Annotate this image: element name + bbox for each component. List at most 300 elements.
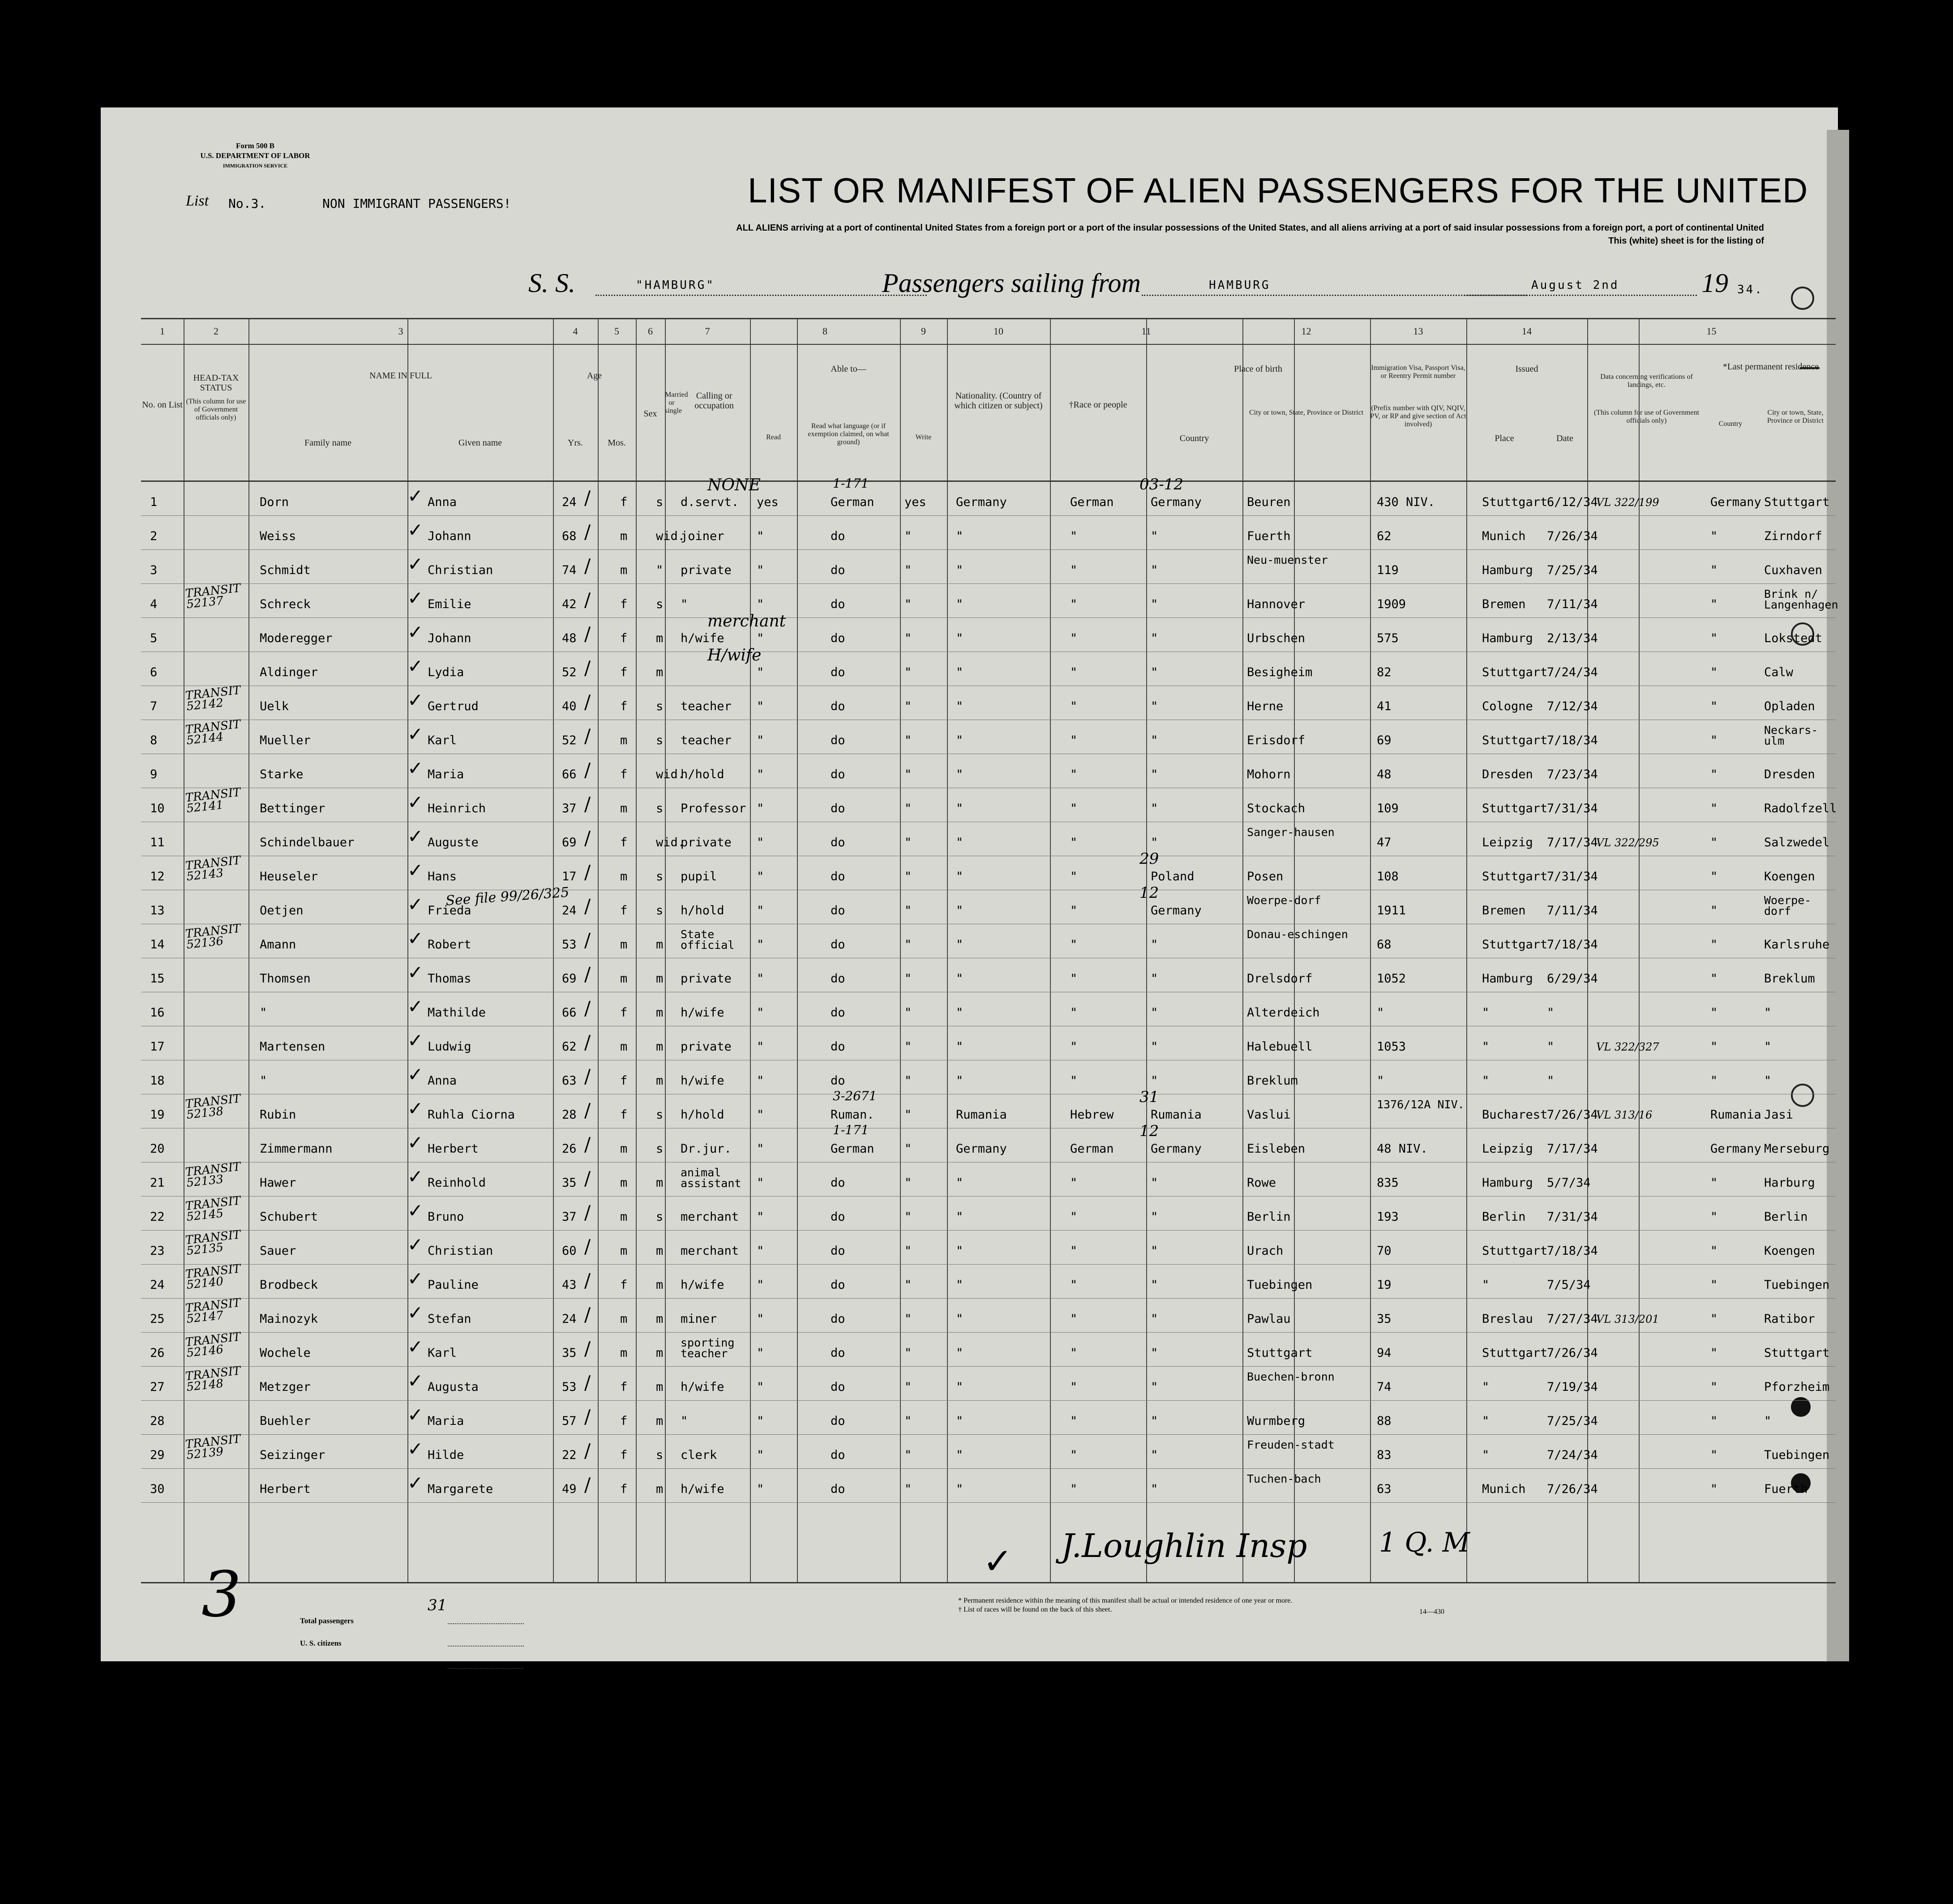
given-name: Johann [428, 529, 471, 543]
inspector-initials: 1 Q. M [1379, 1527, 1470, 1558]
nationality: " [956, 1482, 964, 1496]
age-years: 60 [562, 1244, 577, 1258]
table-row [141, 581, 1838, 619]
birth-country-code-handwritten: 03-12 [1139, 476, 1184, 493]
family-name: Rubin [260, 1108, 296, 1122]
occupation: h/hold [681, 768, 724, 781]
age-years: 53 [562, 938, 577, 952]
sex: f [620, 904, 628, 918]
age-years: 57 [562, 1414, 577, 1428]
age-years: 66 [562, 1006, 577, 1020]
age-years: 24 [562, 495, 577, 509]
given-name: Frieda [428, 904, 471, 918]
reads: " [757, 802, 764, 815]
age-years: 24 [562, 1312, 577, 1326]
occupation: " [681, 597, 688, 611]
table-row [141, 1062, 1836, 1096]
table-row [141, 1402, 1836, 1436]
row-number: 4 [150, 597, 158, 611]
occupation: h/wife [681, 1482, 724, 1496]
row-number: 13 [150, 904, 165, 918]
marital-status: m [656, 665, 664, 679]
age-years: 24 [562, 904, 577, 918]
issued-place: Hamburg [1482, 1176, 1533, 1190]
family-name: Heuseler [260, 870, 318, 883]
occupation: " [681, 1414, 688, 1428]
family-name: " [260, 1074, 267, 1088]
family-name: Wochele [260, 1346, 311, 1360]
writes: " [904, 1380, 912, 1394]
visa-number: 88 [1377, 1414, 1392, 1428]
nationality: " [956, 1040, 964, 1054]
writes: yes [904, 495, 926, 509]
nationality: " [956, 904, 964, 918]
race: " [1070, 529, 1078, 543]
family-name: Martensen [260, 1040, 326, 1054]
subtitle [412, 222, 1764, 248]
nationality-header: Nationality. (Country of which citizen or subject) [954, 391, 1043, 411]
reads: " [757, 836, 764, 849]
sex: m [620, 870, 628, 883]
check-mark: / [584, 1372, 591, 1394]
head-tax-status: TRANSIT 52133 [184, 1160, 241, 1190]
age-years: 48 [562, 631, 577, 645]
nationality: " [956, 1414, 964, 1428]
family-name: Schindelbauer [260, 836, 355, 849]
writes: " [904, 1176, 912, 1190]
issued-date: 7/25/34 [1547, 563, 1598, 577]
birth-country: " [1151, 1176, 1158, 1190]
marital-status: m [656, 1346, 664, 1360]
race: German [1070, 495, 1114, 509]
sex: m [620, 1176, 628, 1190]
family-name-header: Family name [304, 438, 351, 448]
given-name: Augusta [428, 1380, 479, 1394]
check-mark: / [584, 725, 591, 747]
mos-header: Mos. [608, 438, 626, 448]
read-language: do [831, 597, 845, 611]
reads: " [757, 972, 764, 986]
row-number: 8 [150, 733, 158, 747]
issued-place: " [1482, 1040, 1490, 1054]
check-mark: ✓ [407, 621, 424, 643]
family-name: " [260, 1006, 267, 1020]
residence-country-header: Country [1718, 420, 1743, 428]
sex: f [620, 495, 628, 509]
occupation: pupil [681, 870, 717, 883]
marital-status: m [656, 938, 664, 952]
visa-number: 575 [1377, 631, 1399, 645]
row-number: 2 [150, 529, 158, 543]
row-number: 19 [150, 1108, 165, 1122]
head-tax-status: TRANSIT 52140 [184, 1262, 241, 1292]
read-language: do [831, 1414, 845, 1428]
birth-country: Germany [1151, 904, 1202, 918]
table-row [141, 717, 1836, 755]
row-number: 1 [150, 495, 158, 509]
occupation: teacher [681, 699, 732, 713]
residence-city: Tuebingen [1764, 1448, 1830, 1462]
issued-date: 7/11/34 [1547, 904, 1598, 918]
family-name: Herbert [260, 1482, 311, 1496]
marital-status: m [656, 972, 664, 986]
file-reference-note: See file 99/26/325 [445, 884, 570, 909]
family-name: Moderegger [260, 631, 333, 645]
row-number: 7 [150, 699, 158, 713]
language-code-handwritten: 3-2671 [833, 1089, 877, 1103]
reads: " [757, 1380, 764, 1394]
visa-number: 835 [1377, 1176, 1399, 1190]
issued-place: " [1482, 1448, 1490, 1462]
occupation: animal assistant [681, 1166, 741, 1190]
race: " [1070, 733, 1078, 747]
birth-country: " [1151, 699, 1158, 713]
visa-number: 48 [1377, 768, 1392, 781]
nationality: " [956, 1006, 964, 1020]
no-on-list-header: No. on List [142, 400, 183, 410]
read-language: do [831, 938, 845, 952]
visa-number: " [1377, 1074, 1384, 1088]
read-language: do [831, 870, 845, 883]
age-years: 69 [562, 972, 577, 986]
nationality: " [956, 529, 964, 543]
birth-city: Erisdorf [1247, 733, 1306, 747]
marital-status: s [656, 904, 664, 918]
race: " [1070, 1380, 1078, 1394]
check-mark: ✓ [983, 1540, 1013, 1582]
issued-place: Berlin [1482, 1210, 1526, 1224]
year-prefix: 19 [1701, 268, 1728, 298]
footnote-residence: * Permanent residence within the meaning of this manifest shall be actual or intended residence of one year or more. [958, 1597, 1293, 1604]
marital-status: " [656, 563, 664, 577]
check-mark: / [584, 827, 591, 849]
head-tax-status: TRANSIT 52148 [184, 1364, 241, 1394]
residence-city: Harburg [1764, 1176, 1815, 1190]
column-number: 11 [1141, 326, 1151, 337]
writes: " [904, 1482, 912, 1496]
residence-country: " [1710, 972, 1718, 986]
table-row [141, 551, 1836, 585]
head-tax-status: TRANSIT 52141 [184, 785, 241, 816]
age-years: 43 [562, 1278, 577, 1292]
row-number: 22 [150, 1210, 165, 1224]
issued-date-header: Date [1556, 433, 1573, 443]
age-years: 26 [562, 1142, 577, 1156]
column-number: 15 [1706, 326, 1717, 337]
head-tax-note: (This column for use of Government officials only) [186, 398, 246, 421]
writes: " [904, 1006, 912, 1020]
residence-country: " [1710, 733, 1718, 747]
given-name: Auguste [428, 836, 479, 849]
check-mark: / [584, 1201, 591, 1223]
nationality: " [956, 1346, 964, 1360]
given-name: Anna [428, 1074, 457, 1088]
residence-city: Koengen [1764, 1244, 1815, 1258]
check-mark: / [584, 691, 591, 713]
birth-city-header: City or town, State, Province or District [1249, 409, 1364, 416]
residence-country: " [1710, 1448, 1718, 1462]
issued-date: 7/18/34 [1547, 1244, 1598, 1258]
check-mark: ✓ [407, 961, 424, 983]
sex: m [620, 529, 628, 543]
marital-status: wid. [656, 529, 685, 543]
check-mark: / [584, 997, 591, 1019]
column-number: 9 [921, 326, 926, 337]
birth-country-code-handwritten: 12 [1139, 1122, 1159, 1140]
given-name: Ludwig [428, 1040, 471, 1054]
birth-city: Drelsdorf [1247, 972, 1313, 986]
check-mark: / [584, 657, 591, 679]
birth-country: " [1151, 597, 1158, 611]
race: " [1070, 802, 1078, 815]
residence-country: " [1710, 563, 1718, 577]
marital-status: s [656, 1108, 664, 1122]
age-header: Age [587, 371, 602, 381]
sex: m [620, 1210, 628, 1224]
table-row [141, 1330, 1836, 1368]
given-name: Herbert [428, 1142, 479, 1156]
column-number: 3 [398, 326, 403, 337]
sex: f [620, 1482, 628, 1496]
read-language: do [831, 1278, 845, 1292]
marital-status: m [656, 1040, 664, 1054]
residence-city: Fuerth [1764, 1482, 1808, 1496]
residence-country: Germany [1710, 1142, 1761, 1156]
residence-city: Berlin [1764, 1210, 1808, 1224]
family-name: Weiss [260, 529, 296, 543]
residence-country: " [1710, 1414, 1718, 1428]
row-number: 20 [150, 1142, 165, 1156]
writes: " [904, 665, 912, 679]
sex: m [620, 802, 628, 815]
birth-city: Vaslui [1247, 1108, 1291, 1122]
given-name: Karl [428, 1346, 457, 1360]
check-mark: ✓ [407, 1438, 424, 1460]
issued-date: 7/19/34 [1547, 1380, 1598, 1394]
table-row [141, 785, 1837, 823]
birth-country: " [1151, 631, 1158, 645]
nationality: " [956, 563, 964, 577]
issued-date: 7/31/34 [1547, 1210, 1598, 1224]
visa-number: 1376/12A NIV. [1377, 1098, 1465, 1111]
age-years: 49 [562, 1482, 577, 1496]
verification-note: (This column for use of Government officials only) [1593, 409, 1700, 425]
reads: " [757, 1142, 764, 1156]
issued-date: 7/31/34 [1547, 870, 1598, 883]
race: " [1070, 597, 1078, 611]
issued-date: 7/12/34 [1547, 699, 1598, 713]
reads: " [757, 529, 764, 543]
visa-number: 1052 [1377, 972, 1406, 986]
reads: " [757, 1278, 764, 1292]
row-number: 15 [150, 972, 165, 986]
family-name: Zimmermann [260, 1142, 333, 1156]
read-language: do [831, 1482, 845, 1496]
given-name: Emilie [428, 597, 471, 611]
issued-date: " [1547, 1040, 1555, 1054]
check-mark: / [584, 1304, 591, 1325]
table-row [141, 476, 1836, 517]
read-language: do [831, 904, 845, 918]
check-mark: ✓ [407, 485, 424, 507]
writes: " [904, 1040, 912, 1054]
birth-country: " [1151, 1074, 1158, 1088]
birth-country: " [1151, 1312, 1158, 1326]
check-mark: / [584, 759, 591, 781]
family-name: Mainozyk [260, 1312, 318, 1326]
issued-place: Munich [1482, 1482, 1526, 1496]
head-tax-status: TRANSIT 52146 [184, 1330, 241, 1360]
birth-city: Woerpe-dorf [1247, 894, 1321, 907]
residence-country: " [1710, 1176, 1718, 1190]
check-mark: / [584, 1099, 591, 1121]
verification-note: VL 313/201 [1596, 1313, 1659, 1325]
family-name: Aldinger [260, 665, 318, 679]
last-residence-header: *Last permanent residence [1722, 362, 1819, 372]
residence-city: " [1764, 1414, 1772, 1428]
sex: f [620, 665, 628, 679]
verification-note: VL 322/327 [1596, 1041, 1659, 1053]
issued-place: " [1482, 1074, 1490, 1088]
nationality: " [956, 631, 964, 645]
residence-country: " [1710, 529, 1718, 543]
marital-status: s [656, 870, 664, 883]
check-mark: ✓ [407, 995, 424, 1017]
marital-status: m [656, 1006, 664, 1020]
language-code-handwritten: 1-171 [833, 476, 869, 491]
residence-city: Calw [1764, 665, 1794, 679]
table-row [141, 517, 1836, 551]
head-tax-status: TRANSIT 52145 [184, 1194, 241, 1224]
row-number: 18 [150, 1074, 165, 1088]
read-language: do [831, 1346, 845, 1360]
residence-city: Dresden [1764, 768, 1815, 781]
age-years: 28 [562, 1108, 577, 1122]
given-name: Christian [428, 1244, 493, 1258]
passenger-table [141, 318, 1836, 1583]
race: " [1070, 1278, 1078, 1292]
check-mark: / [584, 1235, 591, 1257]
family-name: Schreck [260, 597, 311, 611]
family-name: Uelk [260, 699, 289, 713]
issued-place: Breslau [1482, 1312, 1533, 1326]
occupation: h/wife [681, 1006, 724, 1020]
given-name-header: Given name [458, 438, 502, 448]
sex: m [620, 1142, 628, 1156]
sex: m [620, 563, 628, 577]
issued-date: 7/24/34 [1547, 1448, 1598, 1462]
column-number: 10 [994, 326, 1003, 337]
race: " [1070, 972, 1078, 986]
header-rule [141, 344, 1836, 345]
occupation: private [681, 1040, 732, 1054]
family-name: Starke [260, 768, 304, 781]
row-number: 17 [150, 1040, 165, 1054]
table-row [141, 1160, 1836, 1198]
writes: " [904, 699, 912, 713]
birth-country: " [1151, 1380, 1158, 1394]
occupation-handwritten: NONE [707, 476, 761, 494]
birth-city: Breklum [1247, 1074, 1298, 1088]
reads: " [757, 1210, 764, 1224]
writes: " [904, 1278, 912, 1292]
list-type: NON IMMIGRANT PASSENGERS! [322, 196, 511, 211]
check-mark: ✓ [407, 791, 424, 813]
birth-city: Besigheim [1247, 665, 1313, 679]
given-name: Margarete [428, 1482, 493, 1496]
sailing-date: August 2nd [1531, 279, 1619, 292]
issued-date: 7/26/34 [1547, 1346, 1598, 1360]
visa-number: 193 [1377, 1210, 1399, 1224]
inspector-signature: J.Loughlin Insp [1061, 1527, 1307, 1565]
race: " [1070, 1482, 1078, 1496]
departure-port: HAMBURG [1209, 279, 1271, 292]
race: " [1070, 1210, 1078, 1224]
occupation: joiner [681, 529, 724, 543]
visa-number: 48 NIV. [1377, 1142, 1428, 1156]
check-mark: / [584, 589, 591, 611]
visa-number: 94 [1377, 1346, 1392, 1360]
issued-date: 7/26/34 [1547, 1482, 1598, 1496]
given-name: Ruhla Ciorna [428, 1108, 515, 1122]
reads: " [757, 1312, 764, 1326]
check-mark: ✓ [407, 859, 424, 881]
visa-number: 83 [1377, 1448, 1392, 1462]
department-name: U.S. DEPARTMENT OF LABOR [200, 151, 310, 160]
nationality: Rumania [956, 1108, 1007, 1122]
ship-underline [595, 295, 927, 296]
marital-status: s [656, 1448, 664, 1462]
residence-country: " [1710, 768, 1718, 781]
issued-place: Leipzig [1482, 1142, 1533, 1156]
read-language: do [831, 1380, 845, 1394]
visa-number: 82 [1377, 665, 1392, 679]
check-mark: ✓ [407, 519, 424, 541]
issued-place: Bremen [1482, 904, 1526, 918]
read-language: do [831, 1040, 845, 1054]
table-row [141, 1432, 1836, 1470]
given-name: Stefan [428, 1312, 471, 1326]
birth-city: Eisleben [1247, 1142, 1306, 1156]
marital-status: s [656, 699, 664, 713]
read-language: do [831, 529, 845, 543]
head-tax-header: HEAD-TAX STATUS [193, 373, 239, 393]
sex: f [620, 768, 628, 781]
given-name: Maria [428, 768, 464, 781]
residence-city: Pforzheim [1764, 1380, 1830, 1394]
visa-number: 119 [1377, 563, 1399, 577]
check-mark: / [584, 1167, 591, 1189]
verification-note: VL 322/199 [1596, 496, 1659, 509]
issued-place: " [1482, 1414, 1490, 1428]
table-row [141, 850, 1836, 892]
check-mark: / [584, 793, 591, 815]
writes: " [904, 1108, 912, 1122]
check-mark: / [584, 623, 591, 645]
race: " [1070, 665, 1078, 679]
read-language: Ruman. [831, 1108, 874, 1122]
header-rule [141, 480, 1836, 482]
residence-country: " [1710, 836, 1718, 849]
read-language: do [831, 699, 845, 713]
residence-city: Brink n/ Langenhagen [1764, 587, 1838, 611]
nationality: " [956, 699, 964, 713]
year-suffix: 34. [1737, 283, 1764, 296]
occupation: h/hold [681, 904, 724, 918]
table-row [141, 1122, 1836, 1164]
age-years: 37 [562, 1210, 577, 1224]
head-tax-status: TRANSIT 52144 [184, 717, 241, 748]
